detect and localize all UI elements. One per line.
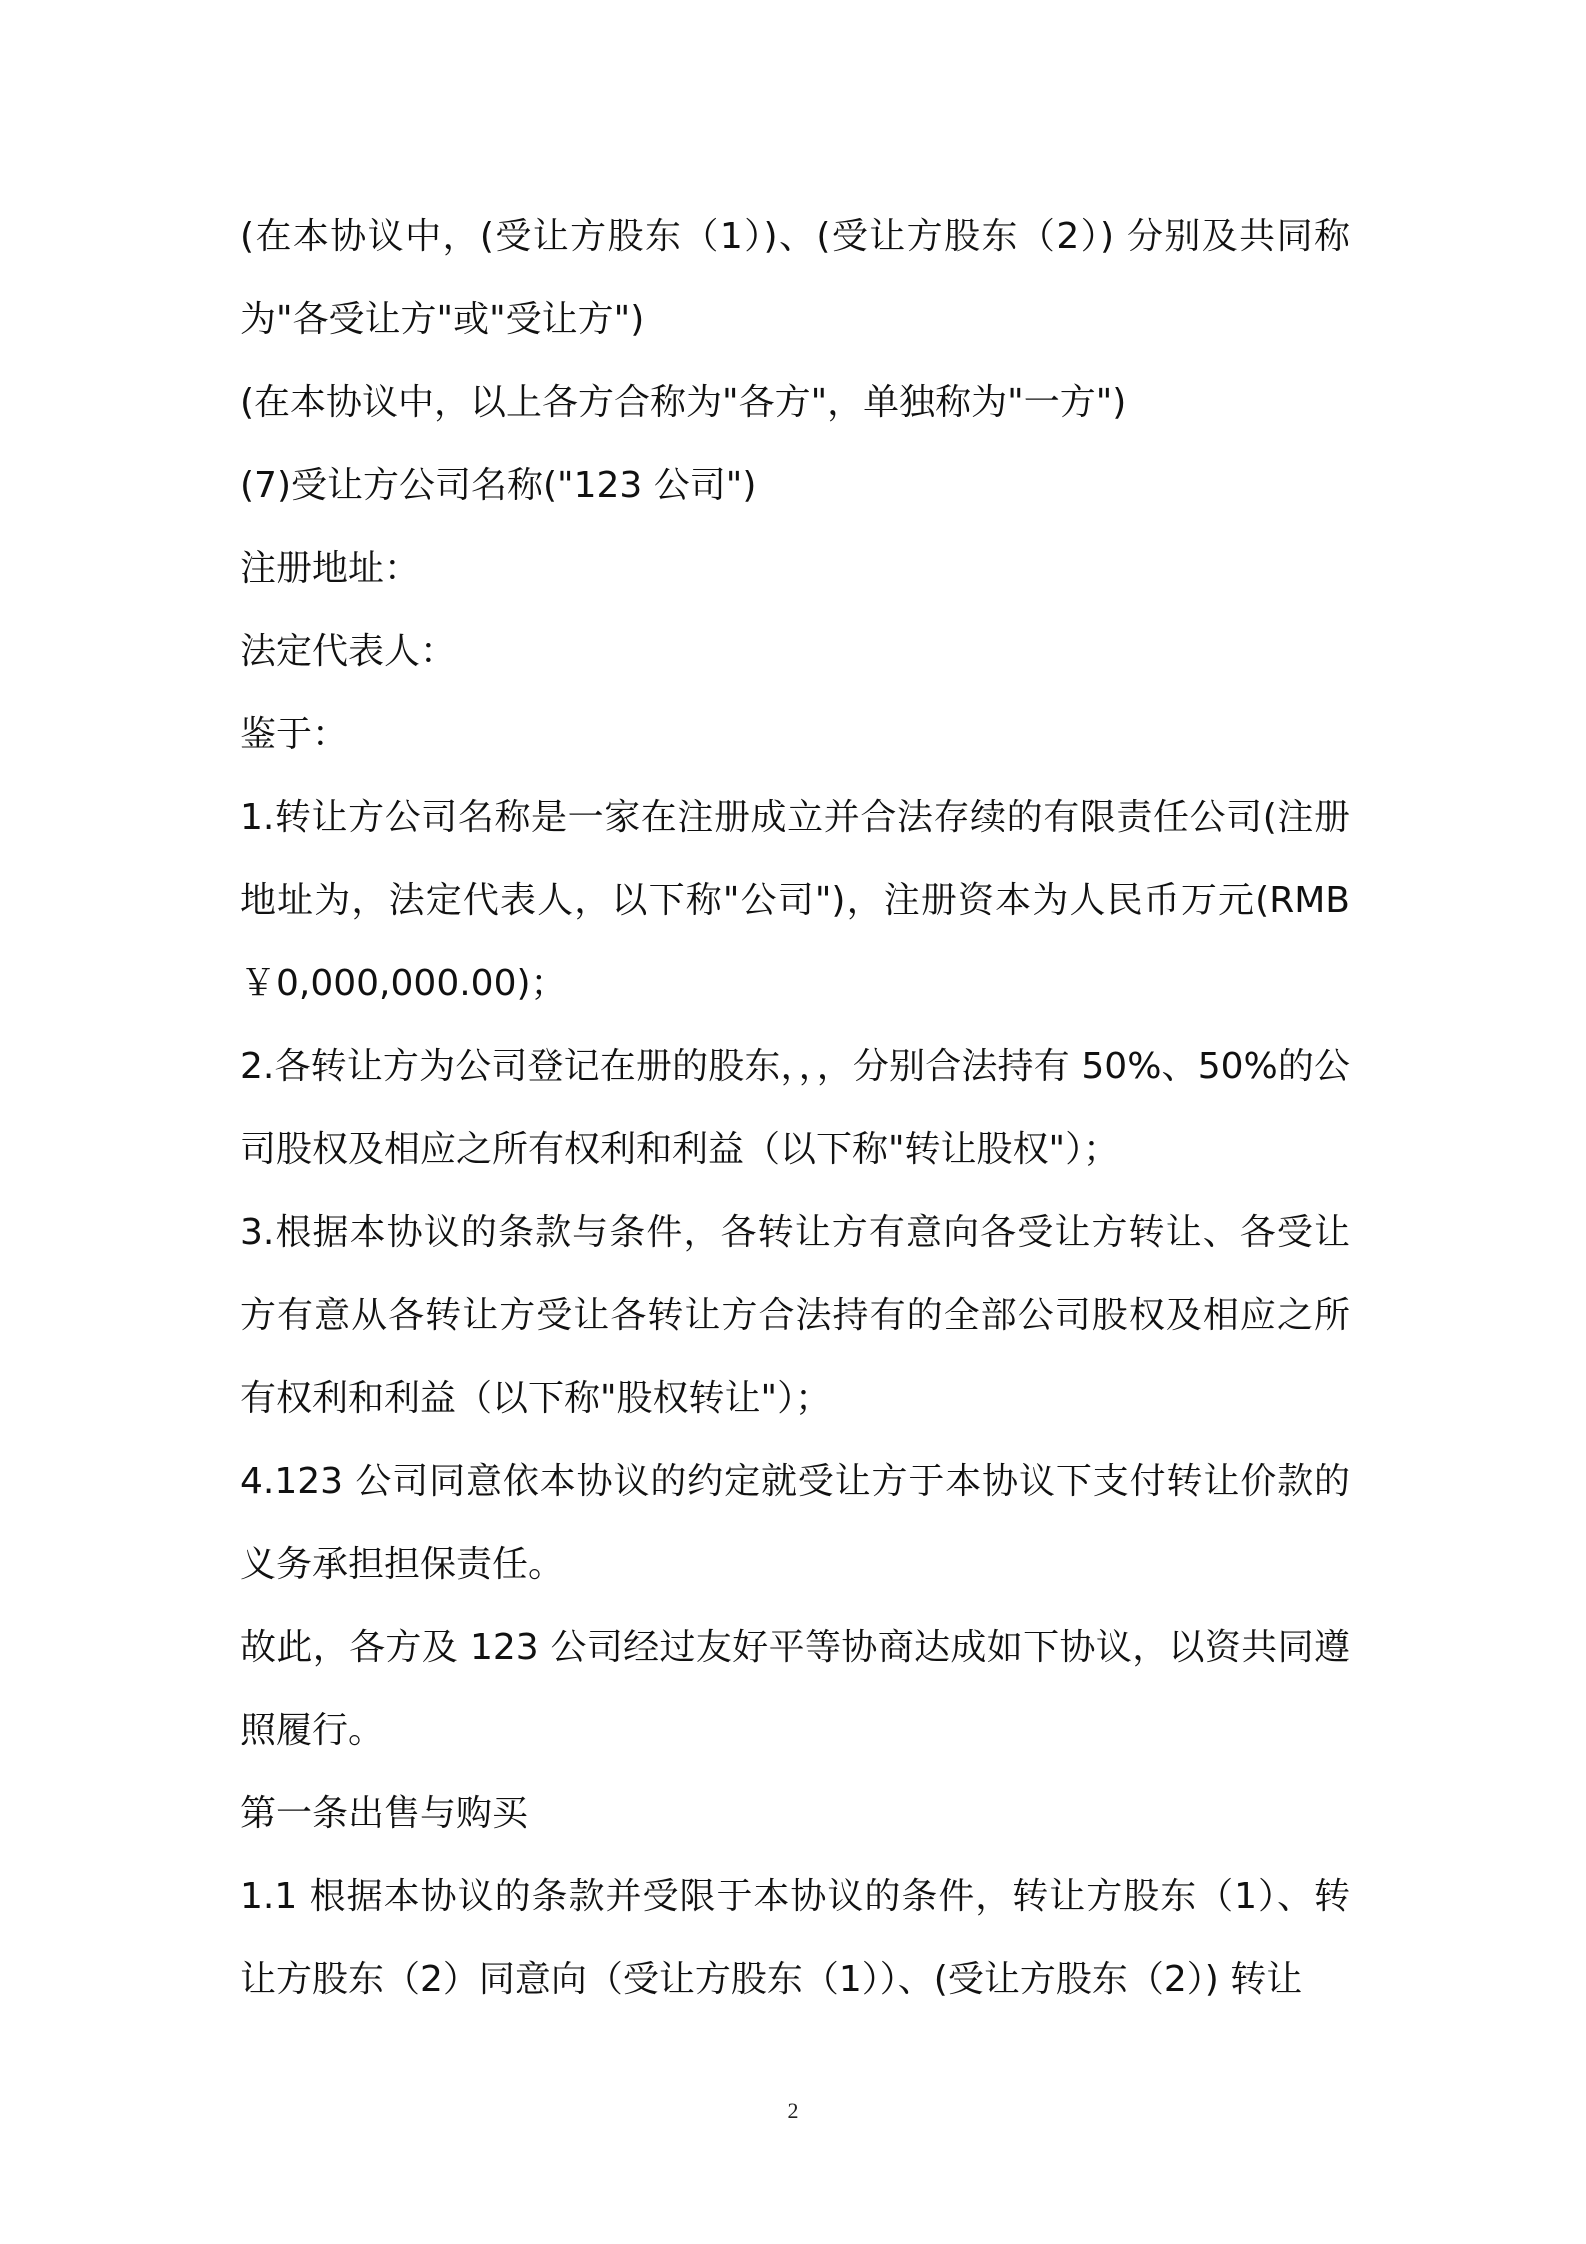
paragraph-recital-4: 4.123 公司同意依本协议的约定就受让方于本协议下支付转让价款的义务承担担保责任。 (240, 1461, 1350, 1585)
paragraph-company-name: (7)受让方公司名称("123 公司") (240, 465, 757, 506)
paragraph-parties-definition: (在本协议中，以上各方合称为"各方"，单独称为"一方") (240, 382, 1127, 423)
paragraph-therefore: 故此，各方及 123 公司经过友好平等协商达成如下协议，以资共同遵照履行。 (240, 1627, 1350, 1751)
paragraph-clause-1-1: 1.1 根据本协议的条款并受限于本协议的条件，转让方股东（1）、转让方股东（2）同意向（受让方股东（1））、(受让方股东（2）) 转让 (240, 1876, 1350, 2000)
page-number: 2 (787, 2098, 799, 2123)
paragraph-recital-2: 2.各转让方为公司登记在册的股东，，，分别合法持有 50%、50%的公司股权及相应之所有权利和利益（以下称"转让股权"）； (240, 1046, 1350, 1170)
article-heading: 第一条出售与购买 (240, 1793, 529, 1834)
paragraph-recital-1: 1.转让方公司名称是一家在注册成立并合法存续的有限责任公司(注册地址为，法定代表人，以下称"公司")，注册资本为人民币万元(RMB ￥0,000,000.00)； (240, 797, 1350, 1004)
paragraph-recital-3: 3.根据本协议的条款与条件，各转让方有意向各受让方转让、各受让方有意从各转让方受让各转让方合法持有的全部公司股权及相应之所有权利和利益（以下称"股权转让"）； (240, 1212, 1350, 1419)
paragraph-legal-representative: 法定代表人： (240, 631, 457, 672)
paragraph-registered-address: 注册地址： (240, 548, 421, 589)
paragraph-whereas: 鉴于： (240, 714, 349, 755)
paragraph-transferees-definition: (在本协议中，(受让方股东（1）)、(受让方股东（2）) 分别及共同称为"各受让方"或"受让方") (240, 216, 1350, 340)
document-body (240, 195, 1350, 2021)
